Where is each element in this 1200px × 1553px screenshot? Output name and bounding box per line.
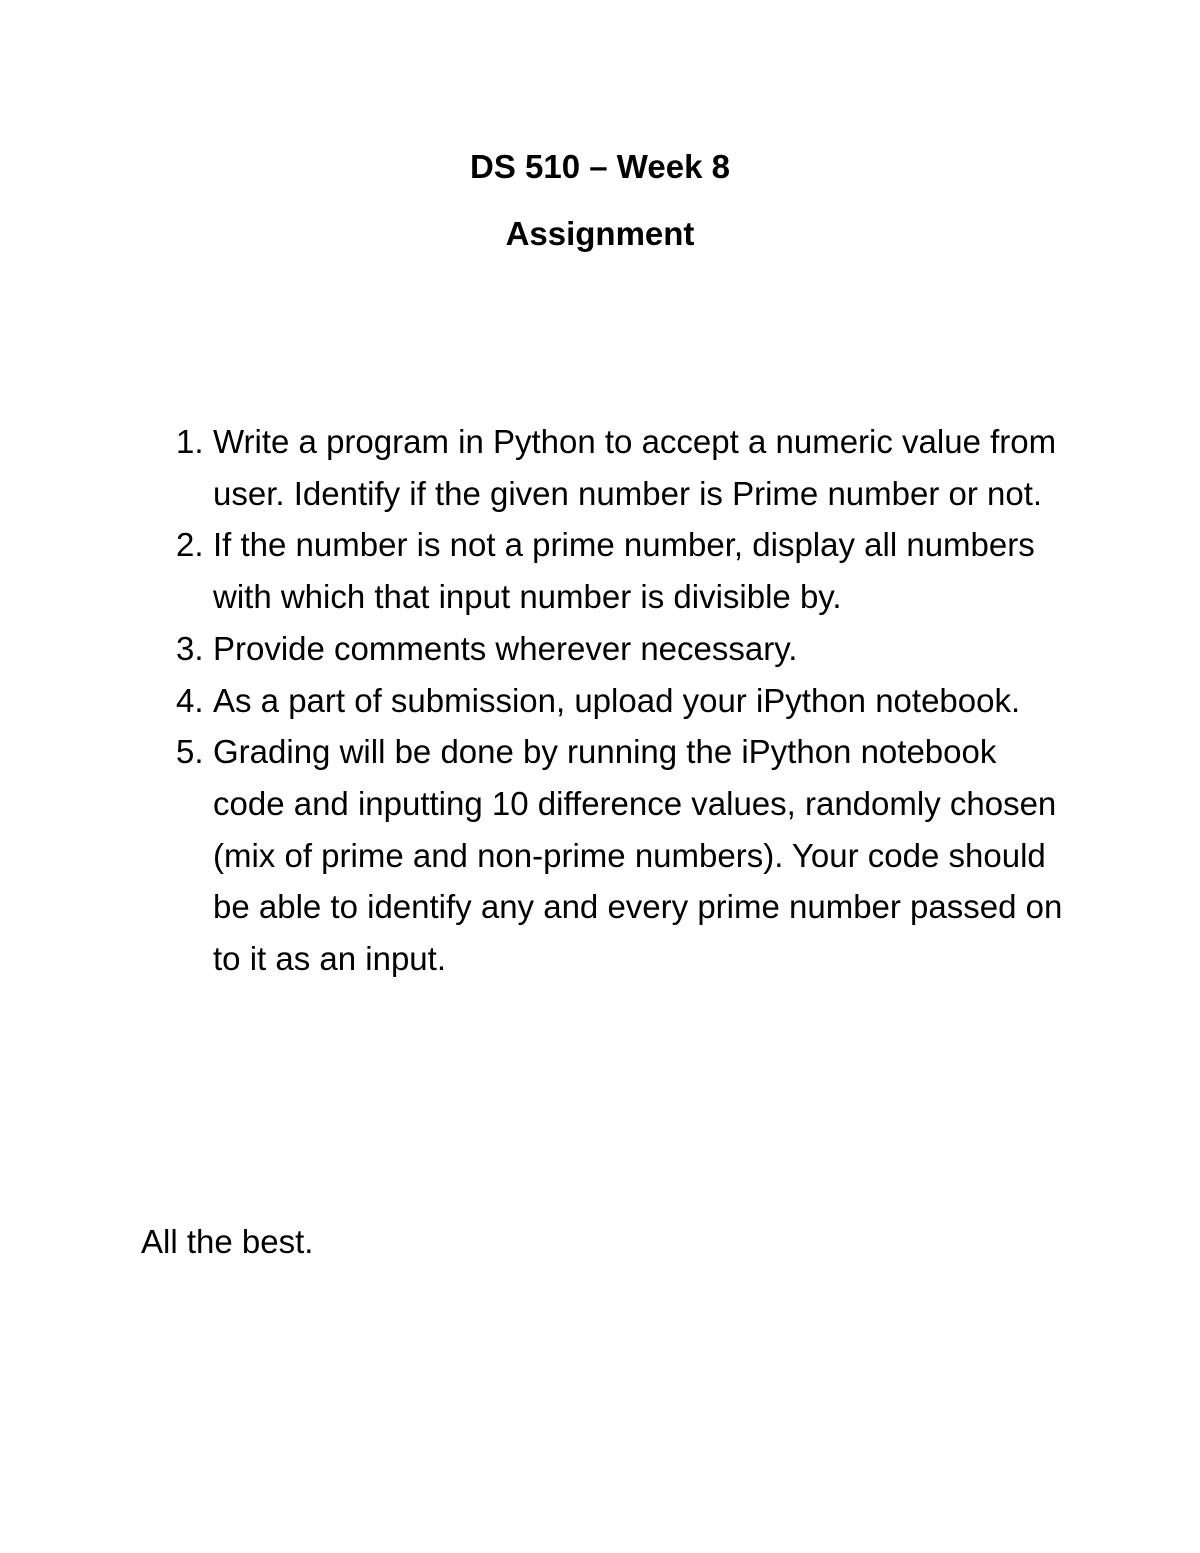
- list-item: [140, 675, 1070, 727]
- list-item-number: 2.: [176, 526, 204, 564]
- list-item-text: Grading will be done by running the iPython notebook code and inputting 10 difference values, randomly chosen (mix of prime and non-prime numbers). Your code should be able to identify any and every prime number passed on to it as an input.: [213, 733, 1063, 978]
- list-item: [140, 623, 1070, 675]
- list-item-text: Provide comments wherever necessary.: [213, 629, 798, 667]
- document-subtitle: Assignment: [505, 215, 695, 252]
- list-item-number: 3.: [176, 629, 204, 667]
- list-item-text: Write a program in Python to accept a numeric value from user. Identify if the given number is Prime number or not.: [213, 423, 1057, 512]
- list-item-number: 1.: [176, 423, 204, 460]
- list-item: [140, 726, 1070, 985]
- list-item-number: 4.: [176, 681, 204, 719]
- list-item-text: If the number is not a prime number, display all numbers with which that input number is divisible by.: [213, 526, 1035, 616]
- assignment-list: [140, 416, 1070, 985]
- list-item: [140, 519, 1070, 622]
- list-item-number: 5.: [176, 733, 204, 771]
- document-title: DS 510 – Week 8: [470, 148, 730, 185]
- list-item: [140, 416, 1070, 519]
- list-item-text: As a part of submission, upload your iPython notebook.: [213, 681, 1021, 719]
- closing-text: All the best.: [141, 1223, 314, 1260]
